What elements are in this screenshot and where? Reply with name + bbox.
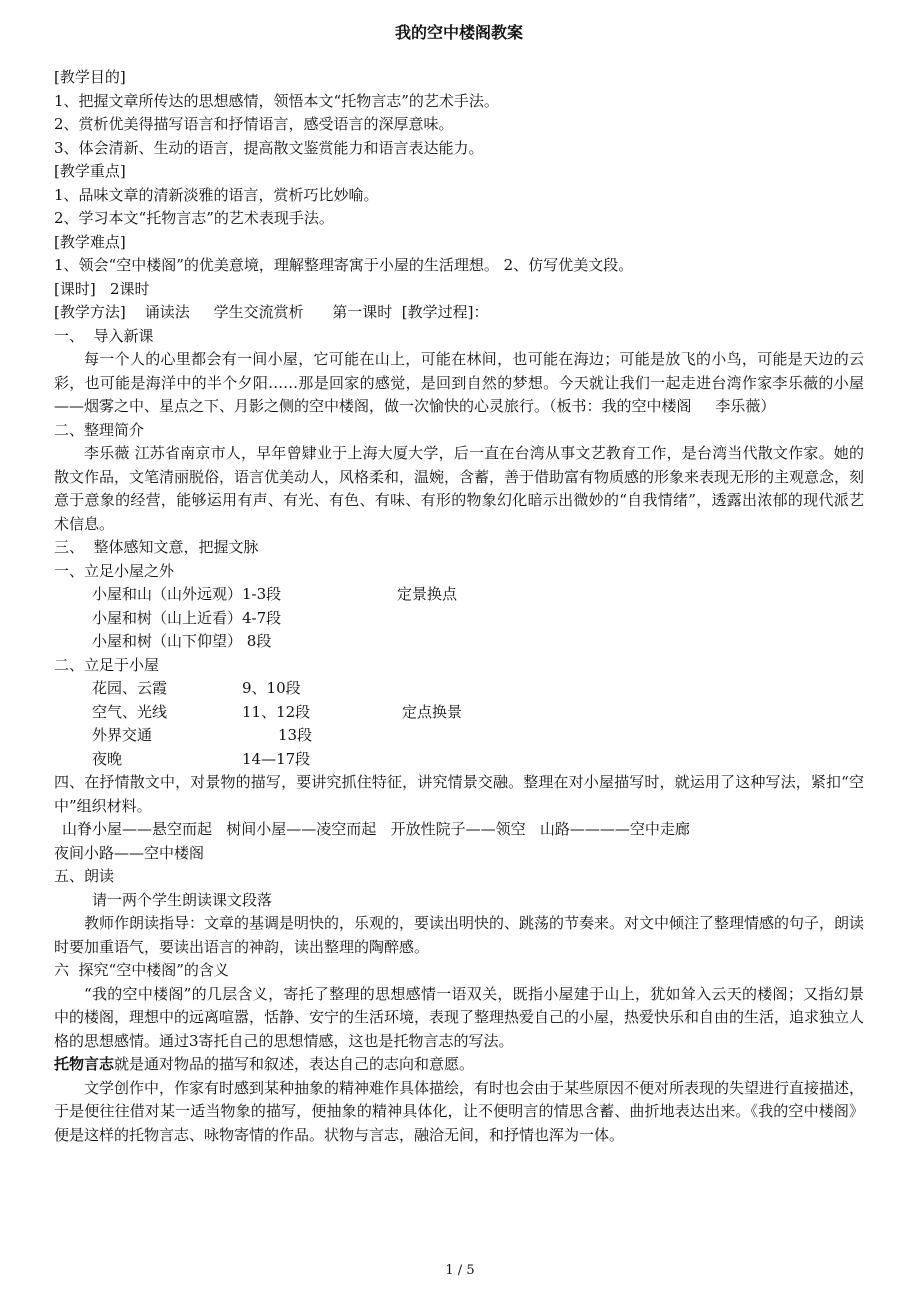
- section-3-heading: 三、 整体感知文意，把握文脉: [54, 538, 259, 556]
- structure-row: [54, 630, 864, 654]
- goal-item: 3、体会清新、生动的语言，提高散文鉴赏能力和语言表达能力。: [54, 138, 484, 157]
- class-hours: [课时] 2课时: [54, 279, 150, 298]
- document-title: 我的空中楼阁教案: [394, 23, 523, 42]
- structure-row-paragraphs: 11、12段: [242, 702, 311, 721]
- structure-row: [54, 607, 864, 631]
- structure-row-label: 空气、光线: [92, 702, 168, 721]
- teaching-methods: [教学方法] 诵读法 学生交流赏析 第一课时 [教学过程]：: [54, 303, 489, 321]
- structure-row: [54, 583, 864, 607]
- structure-row-label: 小屋和山（山外远观）1-3段: [92, 585, 282, 603]
- structure-row-label: 花园、云霞: [92, 679, 168, 697]
- structure-row-note: 定景换点: [397, 585, 458, 603]
- definition-text: 就是通对物品的描写和叙述，表达自己的志向和意愿。: [114, 1055, 475, 1073]
- section-5-paragraph: 教师作朗读指导：文章的基调是明快的，乐观的，要读出明快的、跳荡的节奏来。对文中倾注了整理情感的句子，朗读时要加重语气，要读出语言的神韵，读出整理的陶醉感。: [54, 914, 865, 956]
- structure-row-note: 定点换景: [402, 702, 463, 721]
- section-5-line: 请一两个学生朗读课文段落: [92, 890, 273, 909]
- section-4-heading: 四、在抒情散文中，对景物的描写，要讲究抓住特征，讲究情景交融。整理在对小屋描写时，就运用了这种写法，紧扣“空中”组织材料。: [54, 773, 864, 815]
- structure-row: [54, 701, 864, 725]
- section-1-paragraph: 每一个人的心里都会有一间小屋，它可能在山上，可能在林间，也可能在海边；可能是放飞的小鸟，可能是天边的云彩，也可能是海洋中的半个夕阳……那是回家的感觉，是回到自然的梦想。今天就让我们一起走进台湾作家李乐薇的小屋——烟雾之中、星点之下、月影之侧的空中楼阁，做一次愉快的心灵旅行。（板书：我的空中楼阁 李乐薇）: [54, 350, 864, 415]
- difficulty-heading: [教学难点]: [54, 232, 126, 251]
- structure-row-label: 外界交通: [92, 726, 153, 744]
- section-4-last: 夜间小路——空中楼阁: [54, 843, 205, 862]
- section-6-paragraph-2: 文学创作中，作家有时感到某种抽象的精神难作具体描绘，有时也会由于某些原因不便对所表现的失望进行直接描述，于是便往往借对某一适当物象的描写，便抽象的精神具体化，让不便明言的情思含蓄、曲折地表达出来。《我的空中楼阁》便是这样的托物言志、咏物寄情的作品。状物与言志，融洽无间，和抒情也浑为一体。: [54, 1078, 865, 1144]
- goals-heading: [教学目的]: [54, 68, 126, 86]
- focus-heading: [教学重点]: [54, 162, 126, 180]
- definition-line: [54, 1053, 864, 1077]
- focus-item: 2、学习本文“托物言志”的艺术表现手法。: [54, 209, 334, 227]
- difficulty-item: 1、领会“空中楼阁”的优美意境，理解整理寄寓于小屋的生活理想。 2、仿写优美文段。: [54, 256, 634, 274]
- structure-row-paragraphs: 13段: [278, 726, 313, 744]
- section-2-paragraph: 李乐薇 江苏省南京市人，早年曾肄业于上海大厦大学，后一直在台湾从事文艺教育工作，是台湾当代散文作家。她的散文作品，文笔清丽脱俗，语言优美动人，风格柔和，温婉，含蓄，善于借助富有物质感的形象来表现无形的主观意念，刻意于意象的经营，能够运用有声、有光、有色、有味、有形的物象幻化暗示出微妙的“自我情绪”，透露出浓郁的现代派艺术信息。: [54, 444, 865, 533]
- goal-item: 1、把握文章所传达的思想感情，领悟本文“托物言志”的艺术手法。: [54, 91, 499, 110]
- section-1-heading: 一、 导入新课: [54, 326, 154, 345]
- goal-item: 2、赏析优美得描写语言和抒情语言，感受语言的深厚意味。: [54, 115, 454, 133]
- structure-row: [54, 677, 864, 701]
- section-6-paragraph: “我的空中楼阁”的几层含义，寄托了整理的思想感情一语双关，既指小屋建于山上，犹如耸入云天的楼阁；又指幻景中的楼阁，理想中的远离喧嚣，恬静、安宁的生活环境，表现了整理热爱自己的小屋，热爱快乐和自由的生活，追求独立人格的思想感情。通过3寄托自己的思想情感，这也是托物言志的写法。: [54, 984, 865, 1050]
- structure-row-paragraphs: 14—17段: [242, 749, 311, 768]
- section-5-heading: 五、朗读: [54, 867, 115, 885]
- structure-row: [54, 724, 864, 748]
- structure-row-label: 小屋和树（山下仰望） 8段: [92, 632, 272, 650]
- section-6-heading: 六 探究“空中楼阁”的含义: [54, 961, 229, 979]
- structure-row-paragraphs: 9、10段: [242, 679, 301, 697]
- section-4-pairs: 山脊小屋——悬空而起 树间小屋——凌空而起 开放性院子——领空 山路————空中走廊: [62, 820, 690, 838]
- section-3-part-1-heading: 一、立足小屋之外: [54, 561, 175, 580]
- page-number: 1 / 5: [445, 1263, 475, 1278]
- focus-item: 1、品味文章的清新淡雅的语言，赏析巧比妙喻。: [54, 185, 379, 204]
- section-3-part-2-heading: 二、立足于小屋: [54, 655, 160, 674]
- document-page: [54, 22, 864, 1147]
- structure-row-label: 夜晚: [92, 749, 123, 768]
- structure-row-label: 小屋和树（山上近看）4-7段: [92, 608, 282, 627]
- definition-term: 托物言志: [54, 1055, 115, 1073]
- section-2-heading: 二、整理简介: [54, 420, 145, 439]
- structure-row: [54, 748, 864, 772]
